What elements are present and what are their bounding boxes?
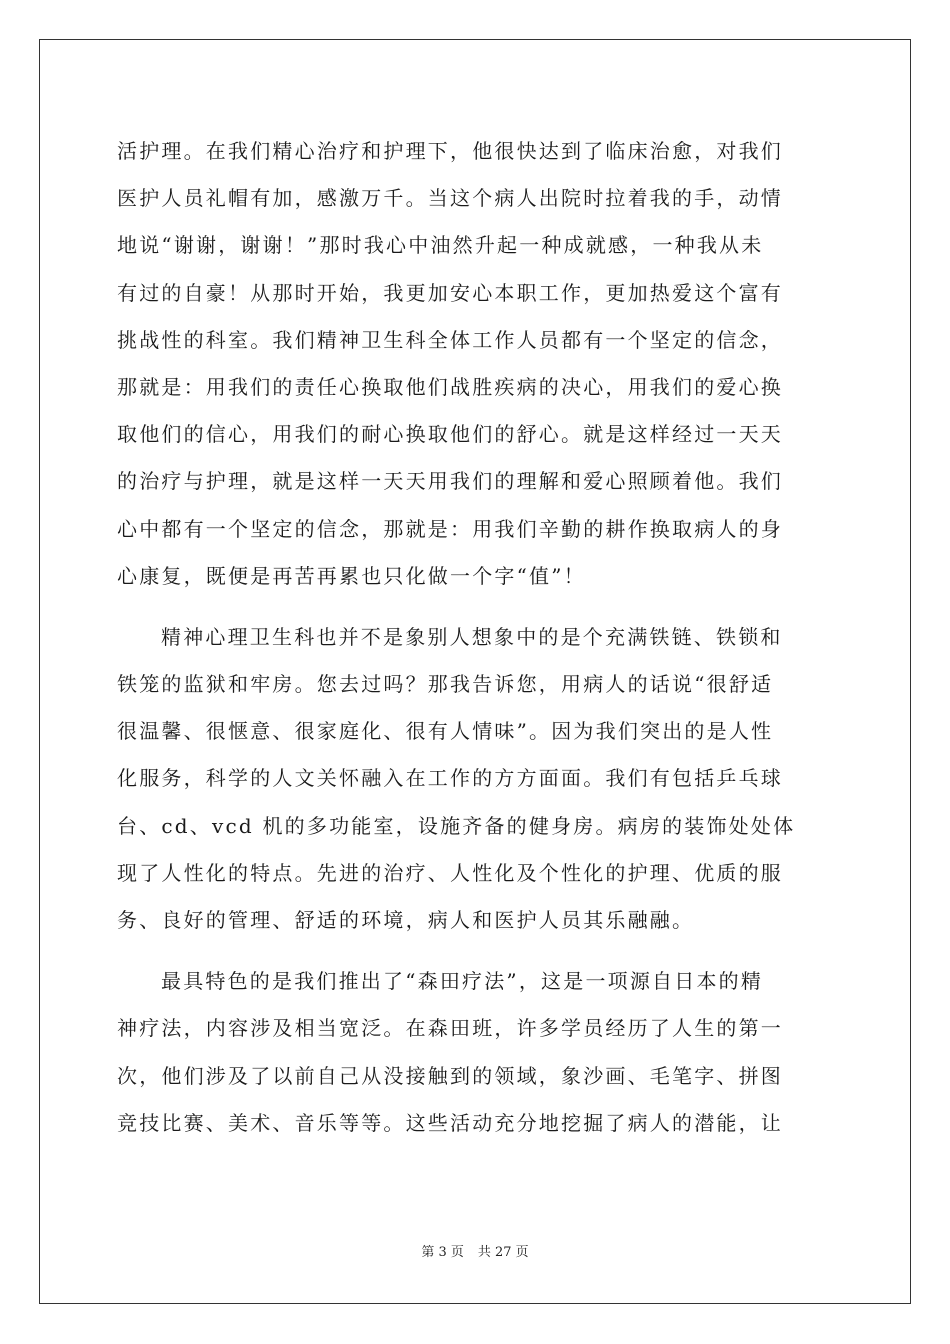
page-number: 第 3 页 [421, 1245, 464, 1260]
text-line: 有过的自豪！从那时开始，我更加安心本职工作，更加热爱这个富有 [117, 280, 783, 305]
text-line: 次，他们涉及了以前自己从没接触到的领域，象沙画、毛笔字、拼图 [117, 1063, 783, 1088]
text-line: 挑战性的科室。我们精神卫生科全体工作人员都有一个坚定的信念， [117, 327, 783, 352]
text-line: 神疗法，内容涉及相当宽泛。在森田班，许多学员经历了人生的第一 [117, 1016, 783, 1041]
text-line: 心康复，既便是再苦再累也只化做一个字“值”！ [117, 563, 586, 588]
text-line: 最具特色的是我们推出了“森田疗法”，这是一项源自日本的精 [161, 969, 764, 994]
text-line: 地说“谢谢，谢谢！”那时我心中油然升起一种成就感，一种我从未 [117, 233, 764, 258]
paragraph [117, 128, 837, 600]
total-pages: 共 27 页 [477, 1245, 529, 1260]
text-line: 的治疗与护理，就是这样一天天用我们的理解和爱心照顾着他。我们 [117, 469, 783, 494]
paragraph [117, 614, 837, 944]
text-line: 竞技比赛、美术、音乐等等。这些活动充分地挖掘了病人的潜能，让 [117, 1110, 783, 1135]
text-line: 精神心理卫生科也并不是象别人想象中的是个充满铁链、铁锁和 [161, 624, 783, 649]
text-line: 化服务，科学的人文关怀融入在工作的方方面面。我们有包括乒乓球 [117, 766, 783, 791]
text-line: 铁笼的监狱和牢房。您去过吗？那我告诉您，用病人的话说“很舒适 [117, 672, 774, 697]
page-footer [0, 1241, 950, 1260]
paragraph-gap [117, 600, 837, 614]
text-line: 现了人性化的特点。先进的治疗、人性化及个性化的护理、优质的服 [117, 860, 783, 885]
text-line: 医护人员礼帽有加，感激万千。当这个病人出院时拉着我的手，动情 [117, 186, 783, 211]
paragraph [117, 958, 837, 1147]
paragraph-gap [117, 944, 837, 958]
text-line: 心中都有一个坚定的信念，那就是：用我们辛勤的耕作换取病人的身 [117, 516, 783, 541]
text-line: 取他们的信心，用我们的耐心换取他们的舒心。就是这样经过一天天 [117, 422, 783, 447]
text-line: 活护理。在我们精心治疗和护理下，他很快达到了临床治愈，对我们 [117, 139, 783, 163]
text-line: 那就是：用我们的责任心换取他们战胜疾病的决心，用我们的爱心换 [117, 374, 783, 399]
text-line: 很温馨、很惬意、很家庭化、很有人情味”。因为我们突出的是人性 [117, 719, 774, 744]
text-line: 务、良好的管理、舒适的环境，病人和医护人员其乐融融。 [117, 908, 695, 932]
text-line: 台、cd、vcd 机的多功能室，设施齐备的健身房。病房的装饰处处体 [117, 813, 796, 838]
document-body [117, 128, 837, 1147]
